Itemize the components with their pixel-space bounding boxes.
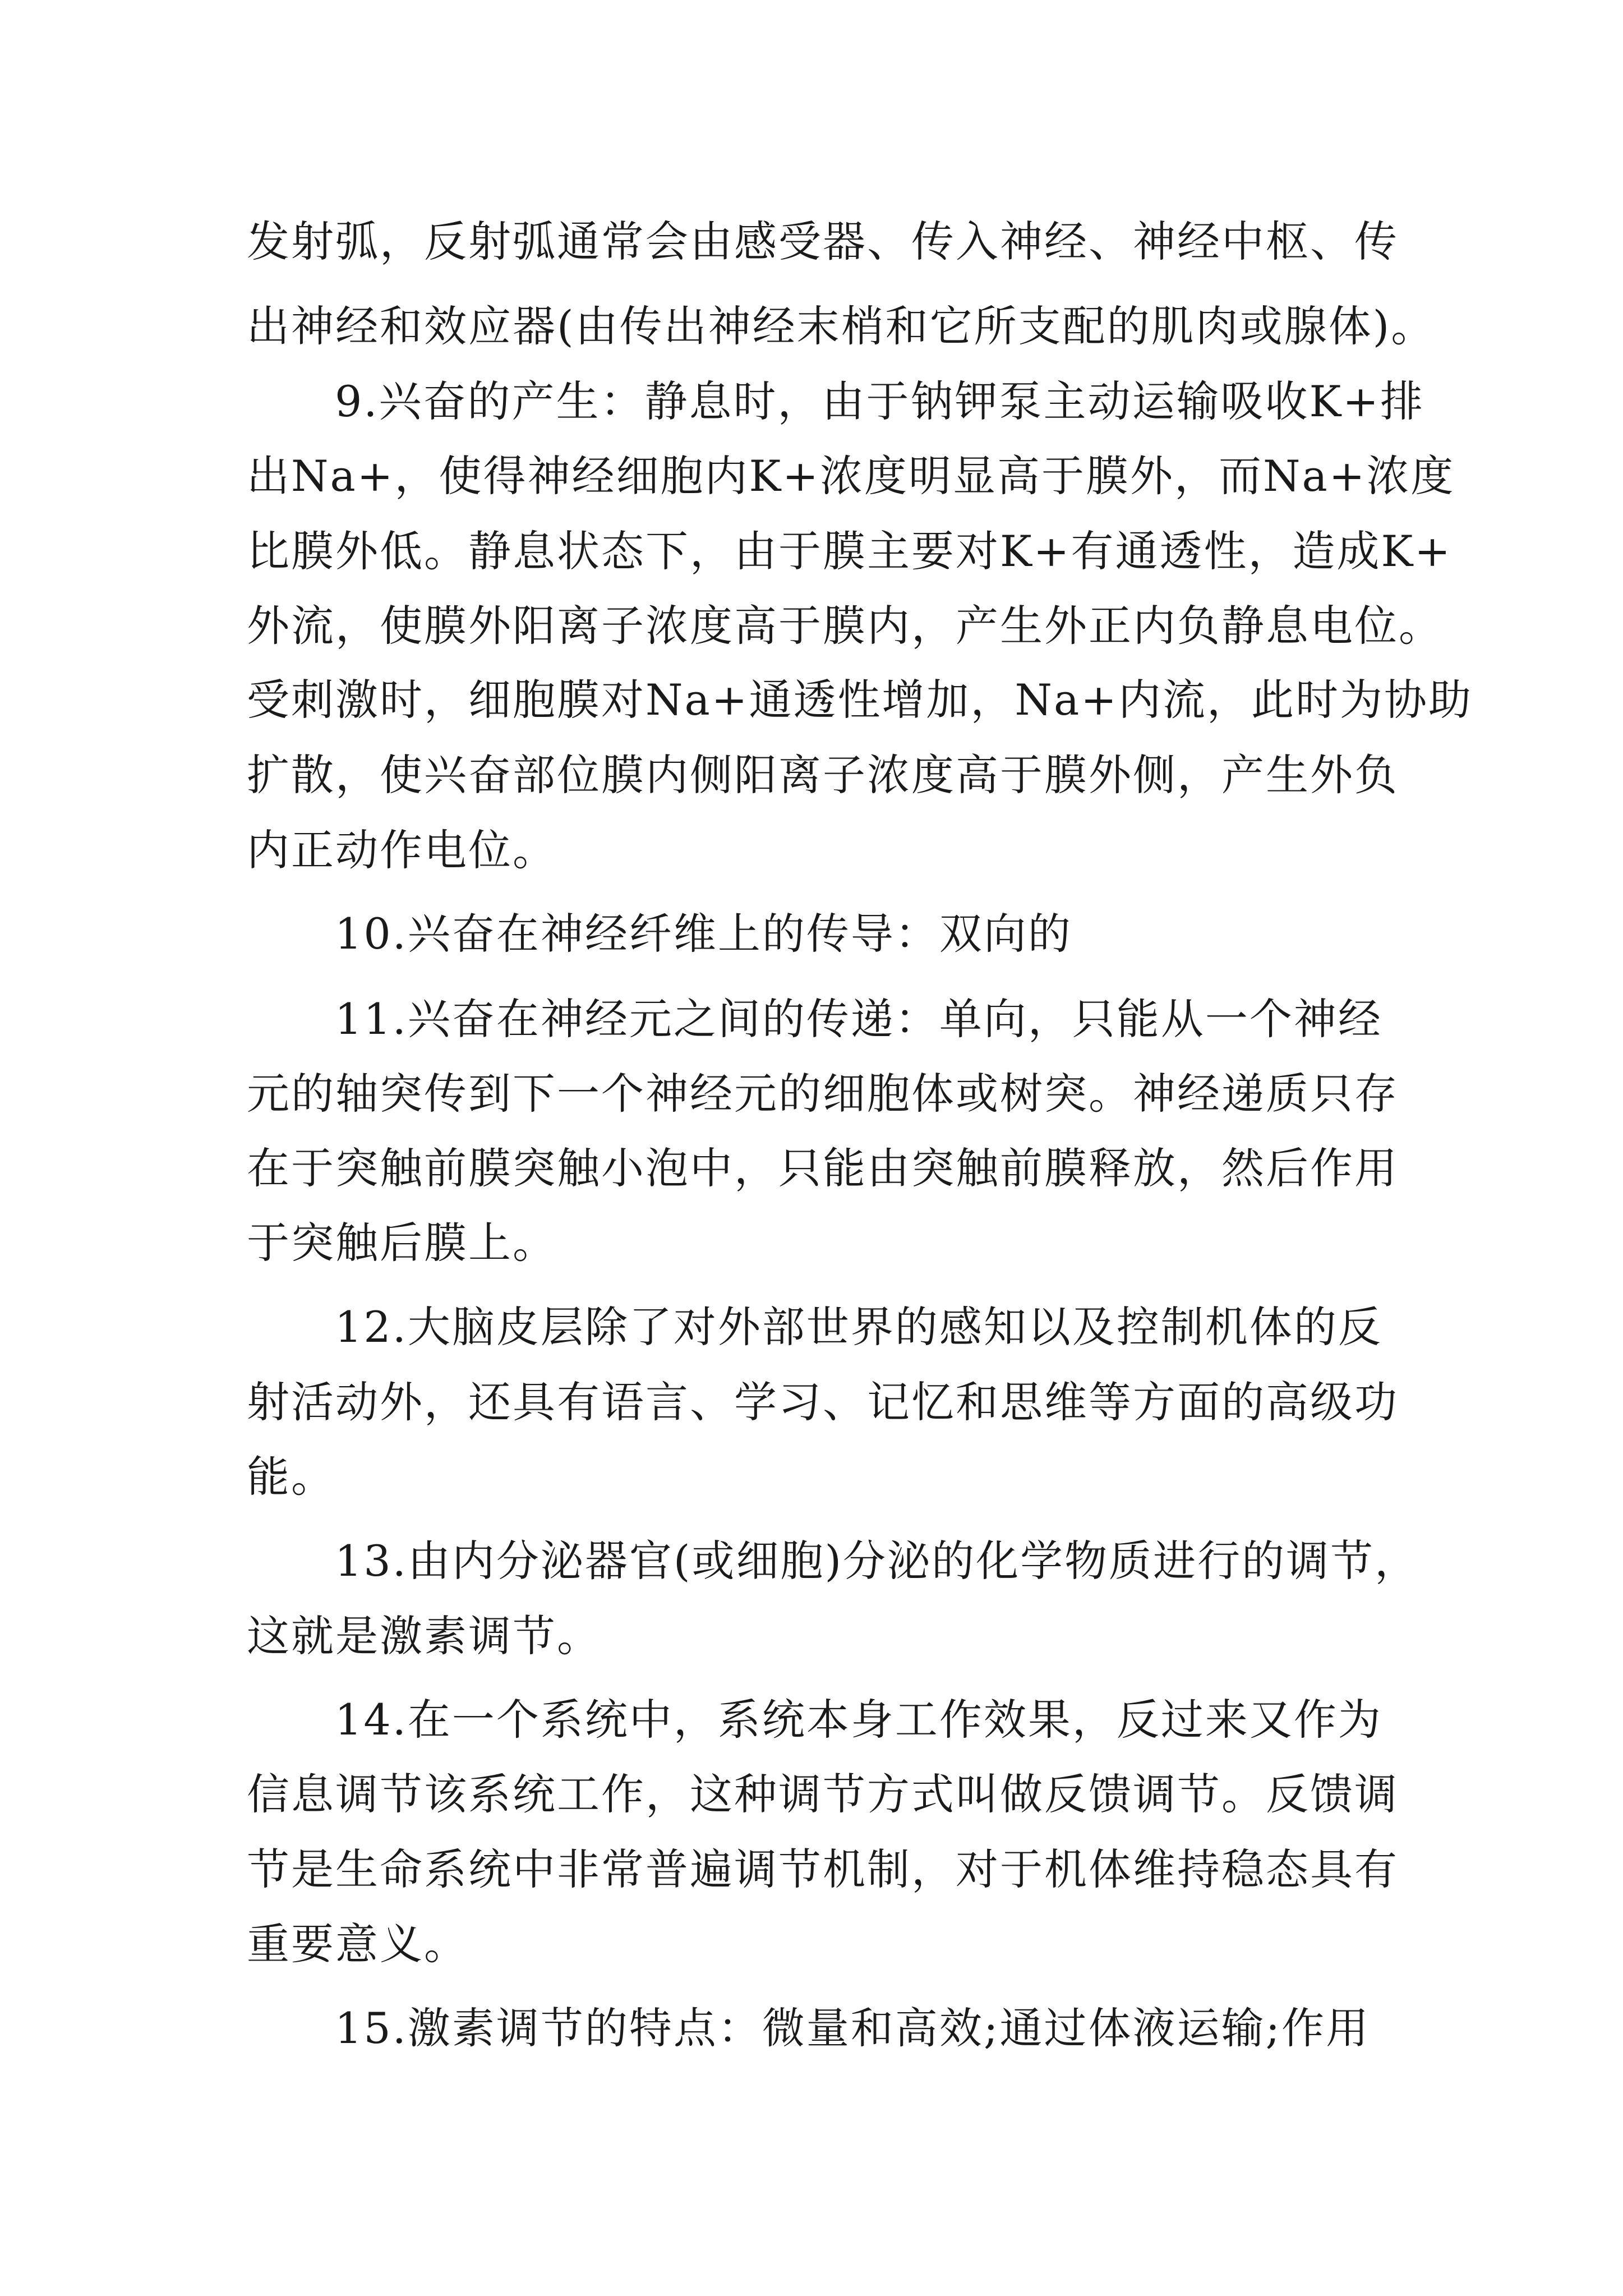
text-line: 受刺激时，细胞膜对Na+通透性增加，Na+内流，此时为协助 bbox=[247, 675, 1473, 725]
text-line: 发射弧，反射弧通常会由感受器、传入神经、神经中枢、传 bbox=[247, 217, 1399, 266]
text-line: 出Na+，使得神经细胞内K+浓度明显高于膜外，而Na+浓度 bbox=[247, 451, 1455, 501]
text-line: 15.激素调节的特点：微量和高效;通过体液运输;作用 bbox=[335, 2003, 1371, 2053]
text-line: 节是生命系统中非常普遍调节机制，对于机体维持稳态具有 bbox=[247, 1844, 1399, 1894]
text-line: 这就是激素调节。 bbox=[247, 1611, 601, 1661]
text-line: 能。 bbox=[247, 1452, 335, 1502]
text-line: 比膜外低。静息状态下，由于膜主要对K+有通透性，造成K+ bbox=[247, 526, 1452, 576]
text-line: 13.由内分泌器官(或细胞)分泌的化学物质进行的调节， bbox=[335, 1536, 1419, 1586]
text-line: 于突触后膜上。 bbox=[247, 1218, 557, 1268]
text-line: 11.兴奋在神经元之间的传递：单向，只能从一个神经 bbox=[335, 994, 1382, 1044]
text-line: 重要意义。 bbox=[247, 1919, 468, 1969]
text-line: 扩散，使兴奋部位膜内侧阳离子浓度高于膜外侧，产生外负 bbox=[247, 750, 1399, 800]
text-line: 内正动作电位。 bbox=[247, 825, 557, 875]
text-line: 9.兴奋的产生：静息时，由于钠钾泵主动运输吸收K+排 bbox=[335, 376, 1424, 426]
text-line: 14.在一个系统中，系统本身工作效果，反过来又作为 bbox=[335, 1695, 1382, 1745]
text-line: 12.大脑皮层除了对外部世界的感知以及控制机体的反 bbox=[335, 1302, 1382, 1352]
text-line: 出神经和效应器(由传出神经末梢和它所支配的肌肉或腺体)。 bbox=[247, 301, 1436, 351]
text-line: 外流，使膜外阳离子浓度高于膜内，产生外正内负静息电位。 bbox=[247, 601, 1443, 651]
text-line: 在于突触前膜突触小泡中，只能由突触前膜释放，然后作用 bbox=[247, 1143, 1399, 1193]
text-line: 射活动外，还具有语言、学习、记忆和思维等方面的高级功 bbox=[247, 1377, 1399, 1427]
text-line: 元的轴突传到下一个神经元的细胞体或树突。神经递质只存 bbox=[247, 1069, 1399, 1119]
text-line: 10.兴奋在神经纤维上的传导：双向的 bbox=[335, 909, 1072, 959]
text-line: 信息调节该系统工作，这种调节方式叫做反馈调节。反馈调 bbox=[247, 1769, 1399, 1819]
